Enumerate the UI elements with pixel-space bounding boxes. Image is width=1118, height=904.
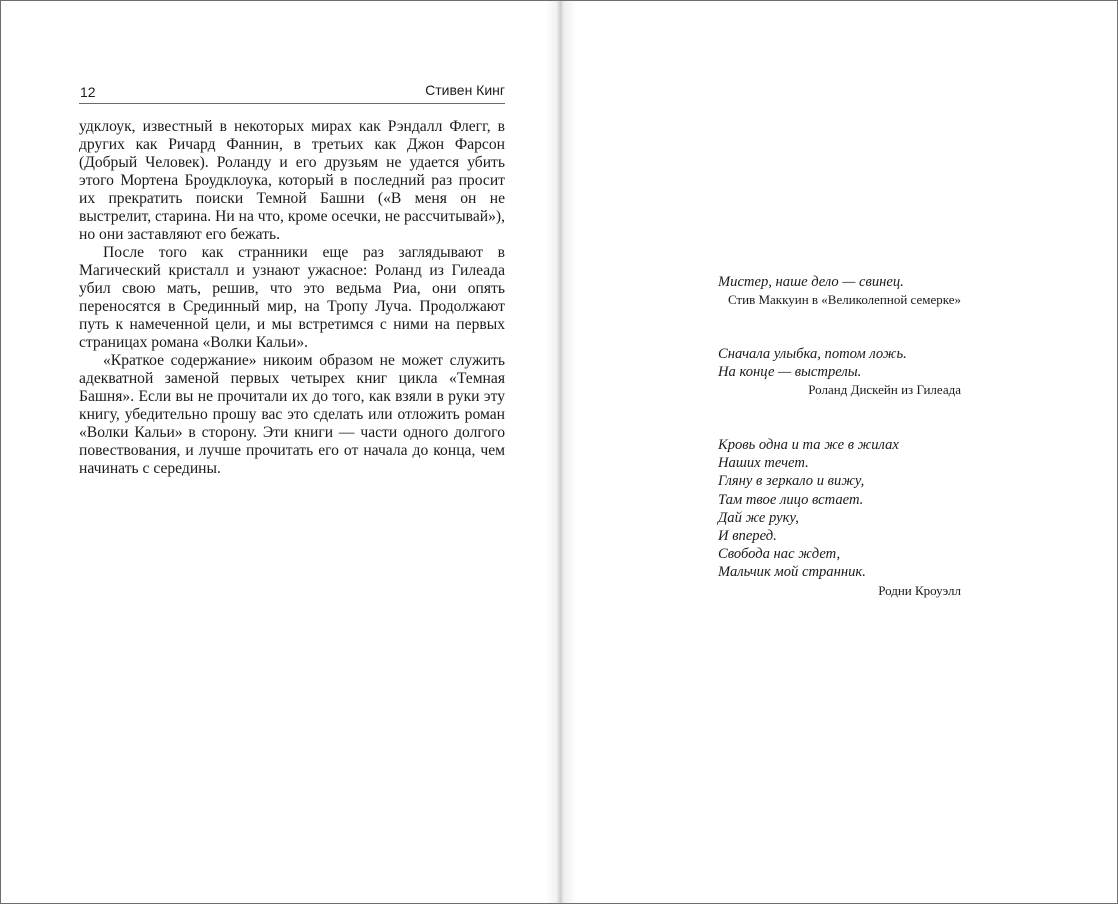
- paragraph: «Краткое содержание» никоим образом не может служить адекватной заменой первых четырех книг цикла «Темная Башня». Если вы не прочитали их до того, как взяли в руки эту книгу, убедительно прошу вас это сделать или отложить роман «Волки Кальи» в сторону. Эти книги — части одного долгого повествования, и лучше прочитать его от начала до конца, чем начинать с середины.: [79, 352, 505, 477]
- paragraph: удклоук, известный в некоторых мирах как Рэндалл Флегг, в других как Ричард Фаннин, в третьих как Джон Фарсон (Добрый Человек). Роланду и его друзьям не удается убить этого Мортена Броудклоука, который в последний раз просит их прекратить поиски Темной Башни («В меня он не выстрелит, старина. Ни на что, кроме осечки, не рассчитывай»), но они заставляют его бежать.: [79, 118, 505, 243]
- page-gutter: [546, 1, 576, 903]
- epigraph-1: [718, 273, 961, 308]
- poem-line: И вперед.: [718, 528, 777, 545]
- running-head-author: Стивен Кинг: [425, 82, 505, 98]
- epigraph-line: На конце — выстрелы.: [718, 364, 862, 381]
- epigraph-attribution: Стив Маккуин в «Великолепной семерке»: [727, 292, 961, 308]
- page-number: 12: [80, 84, 96, 100]
- poem-line: Дай же руку,: [718, 509, 799, 526]
- poem-line: Кровь одна и та же в жилах: [718, 437, 899, 453]
- epigraph-2: [718, 345, 961, 398]
- paragraph: После того как странники еще раз заглядывают в Магический кристалл и узнают ужасное: Роланд из Гилеада убил свою мать, решив, что это ведьма Риа, они опять переносятся в Срединный мир, на Тропу Луча. Продолжают путь к намеченной цели, и мы встретимся с ними на первых страницах романа «Волки Кальи».: [79, 244, 505, 351]
- poem-line: Наших течет.: [718, 455, 809, 472]
- epigraph-line: Сначала улыбка, потом ложь.: [718, 346, 907, 362]
- epigraph-line: Мистер, наше дело — свинец.: [718, 274, 904, 290]
- page-header: [79, 81, 505, 104]
- epigraph-attribution: Родни Кроуэлл: [878, 582, 961, 598]
- poem-line: Свобода нас ждет,: [718, 546, 841, 563]
- poem-line: Гляну в зеркало и вижу,: [718, 473, 865, 490]
- poem-line: Там твое лицо встает.: [718, 491, 864, 508]
- poem-line: Мальчик мой странник.: [718, 564, 866, 581]
- left-page-body: [79, 118, 505, 478]
- epigraph-3: [718, 436, 961, 599]
- epigraph-attribution: Роланд Дискейн из Гилеада: [808, 382, 961, 398]
